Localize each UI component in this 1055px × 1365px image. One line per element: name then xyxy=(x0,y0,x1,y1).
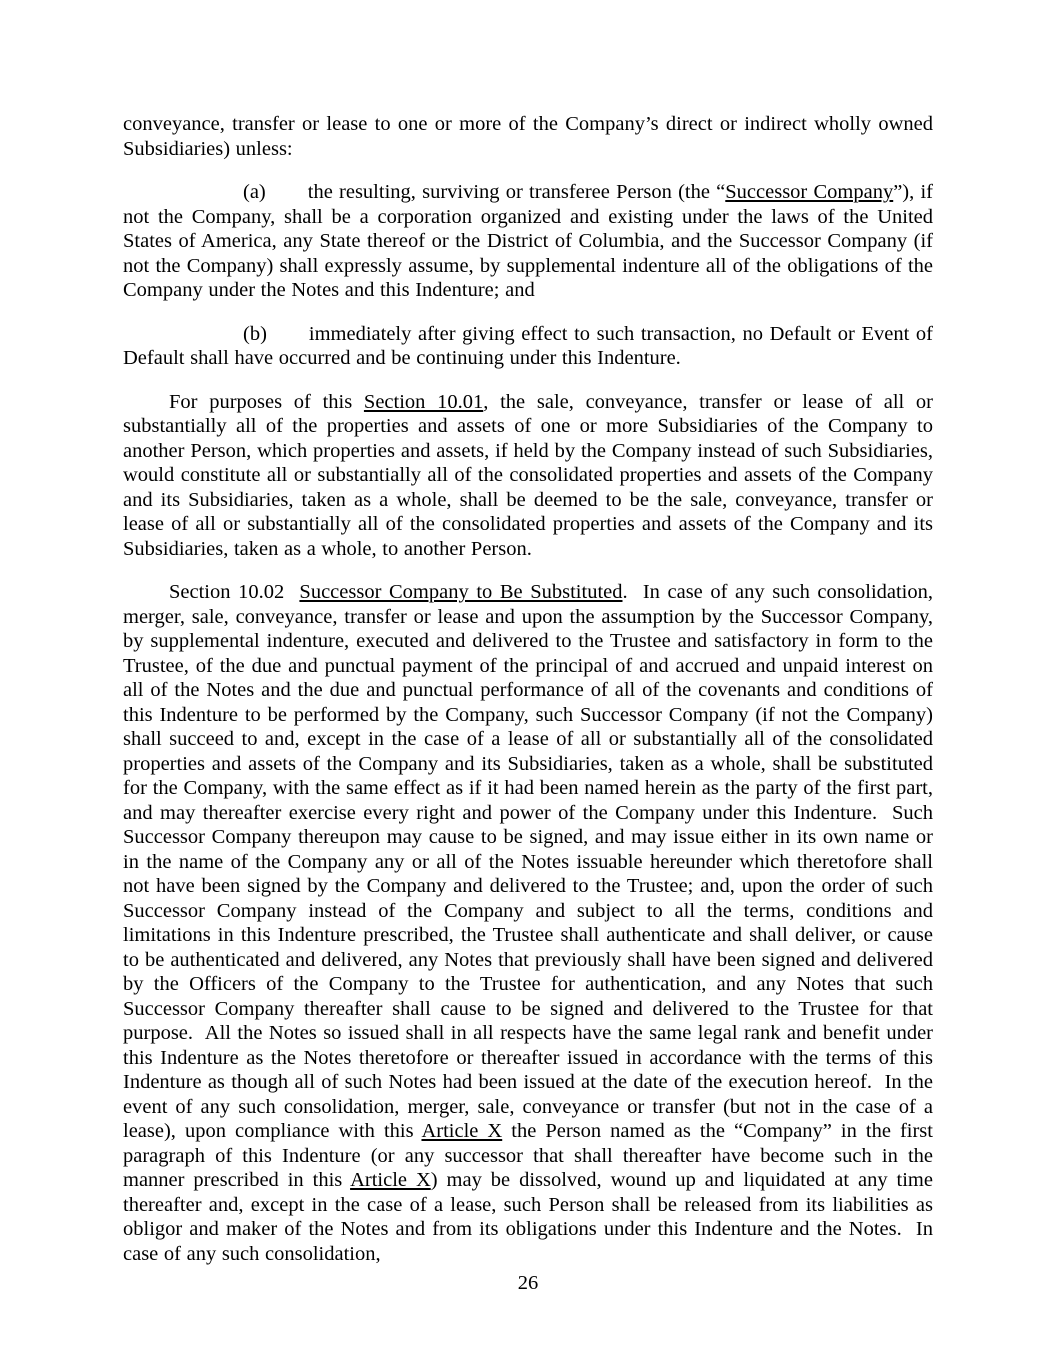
text-segment: immediately after giving effect to such transaction, no Default or Event of Default shall have occurred and be continuing under this Indenture. xyxy=(123,322,933,369)
text-segment: , the sale, conveyance, transfer or lease of all or substantially all of the properties and assets of one or more Subsidiaries of the Company to another Person, which properties and assets, if held by the Company instead of such Subsidiaries, would constitute all or substantially all of the consolidated properties and assets of the Company and its Subsidiaries, taken as a whole, shall be deemed to be the sale, conveyance, transfer or lease of all or substantially all of the consolidated properties and assets of the Company and its Subsidiaries, taken as a whole, to another Person. xyxy=(123,390,934,560)
underlined-text: Successor Company to Be Substituted xyxy=(299,581,623,603)
text-segment: Section 10.02 xyxy=(169,581,300,603)
text-segment: the Person named as the “Company” in the first paragraph of this Indenture (or any successor that shall thereafter have become such in the manner prescribed in this xyxy=(123,1120,933,1191)
clause-label: (a) xyxy=(243,181,266,203)
text-segment: the resulting, surviving or transferee Person (the “ xyxy=(307,181,726,203)
text-segment: For purposes of this xyxy=(169,390,364,413)
clause-b xyxy=(123,322,933,371)
opening-continuation-paragraph xyxy=(123,112,933,161)
underlined-text: Article X xyxy=(350,1169,431,1191)
text-segment: ”), if not the Company, shall be a corporation organized and existing under the laws of the United States of America, any State thereof or the District of Columbia, and the Successor Company (if not the Company) shall expressly assume, by supplemental indenture all of the obligations of the Company under the Notes and this Indenture; and xyxy=(123,181,933,301)
document-body xyxy=(123,112,933,1296)
text-segment: . In case of any such consolidation, merger, sale, conveyance, transfer or lease and upon the assumption by the Successor Company, by supplemental indenture, executed and delivered to the Trustee and satisfactory in form to the Trustee, of the due and punctual payment of the principal of and accrued and unpaid interest on all of the Notes and the due and punctual performance of all of the covenants and conditions of this Indenture to be performed by the Company, such Successor Company (if not the Company) shall succeed to and, except in the case of a lease of all or substantially all of the consolidated properties and assets of the Company and its Subsidiaries, taken as a whole, shall be substituted for the Company, with the same effect as if it had been named herein as the party of the first part, and may thereafter exercise every right and power of the Company under this Indenture. Such Successor Company thereupon may cause to be signed, and may issue either in its own name or in the name of the Company any or all of the Notes issuable hereunder which theretofore shall not have been signed by the Company and delivered to the Trustee; and, upon the order of such Successor Company instead of the Company and subject to all the terms, conditions and limitations in this Indenture prescribed, the Trustee shall authenticate and shall deliver, or cause to be authenticated and delivered, any Notes that previously shall have been signed and delivered by the Officers of the Company to the Trustee for authentication, and any Notes that such Successor Company thereafter shall cause to be signed and delivered to the Trustee for that purpose. All the Notes so issued shall in all respects have the same legal rank and benefit under this Indenture as the Notes theretofore or thereafter issued in accordance with the terms of this Indenture as though all of such Notes had been issued at the date of the execution hereof. In the event of any such consolidation, merger, sale, conveyance or transfer (but not in the case of a lease), upon compliance with this xyxy=(123,581,933,1142)
underlined-text: Successor Company xyxy=(725,181,894,203)
text-segment: conveyance, transfer or lease to one or more of the Company’s direct or indirect wholly owned Subsidiaries) unless: xyxy=(123,113,933,160)
section-10-01-purpose-paragraph xyxy=(123,390,933,562)
underlined-text: Article X xyxy=(421,1120,503,1142)
page-number: 26 xyxy=(517,1272,539,1294)
underlined-text: Section 10.01 xyxy=(363,390,484,413)
text-segment: ) may be dissolved, wound up and liquidated at any time thereafter and, except in the case of a lease, such Person shall be released from its liabilities as obligor and maker of the Notes and from its obligations under this Indenture and the Notes. In case of any such consolidation, xyxy=(123,1169,933,1265)
section-10-02-paragraph xyxy=(123,580,933,1266)
clause-label: (b) xyxy=(243,322,267,345)
clause-a xyxy=(123,180,933,303)
